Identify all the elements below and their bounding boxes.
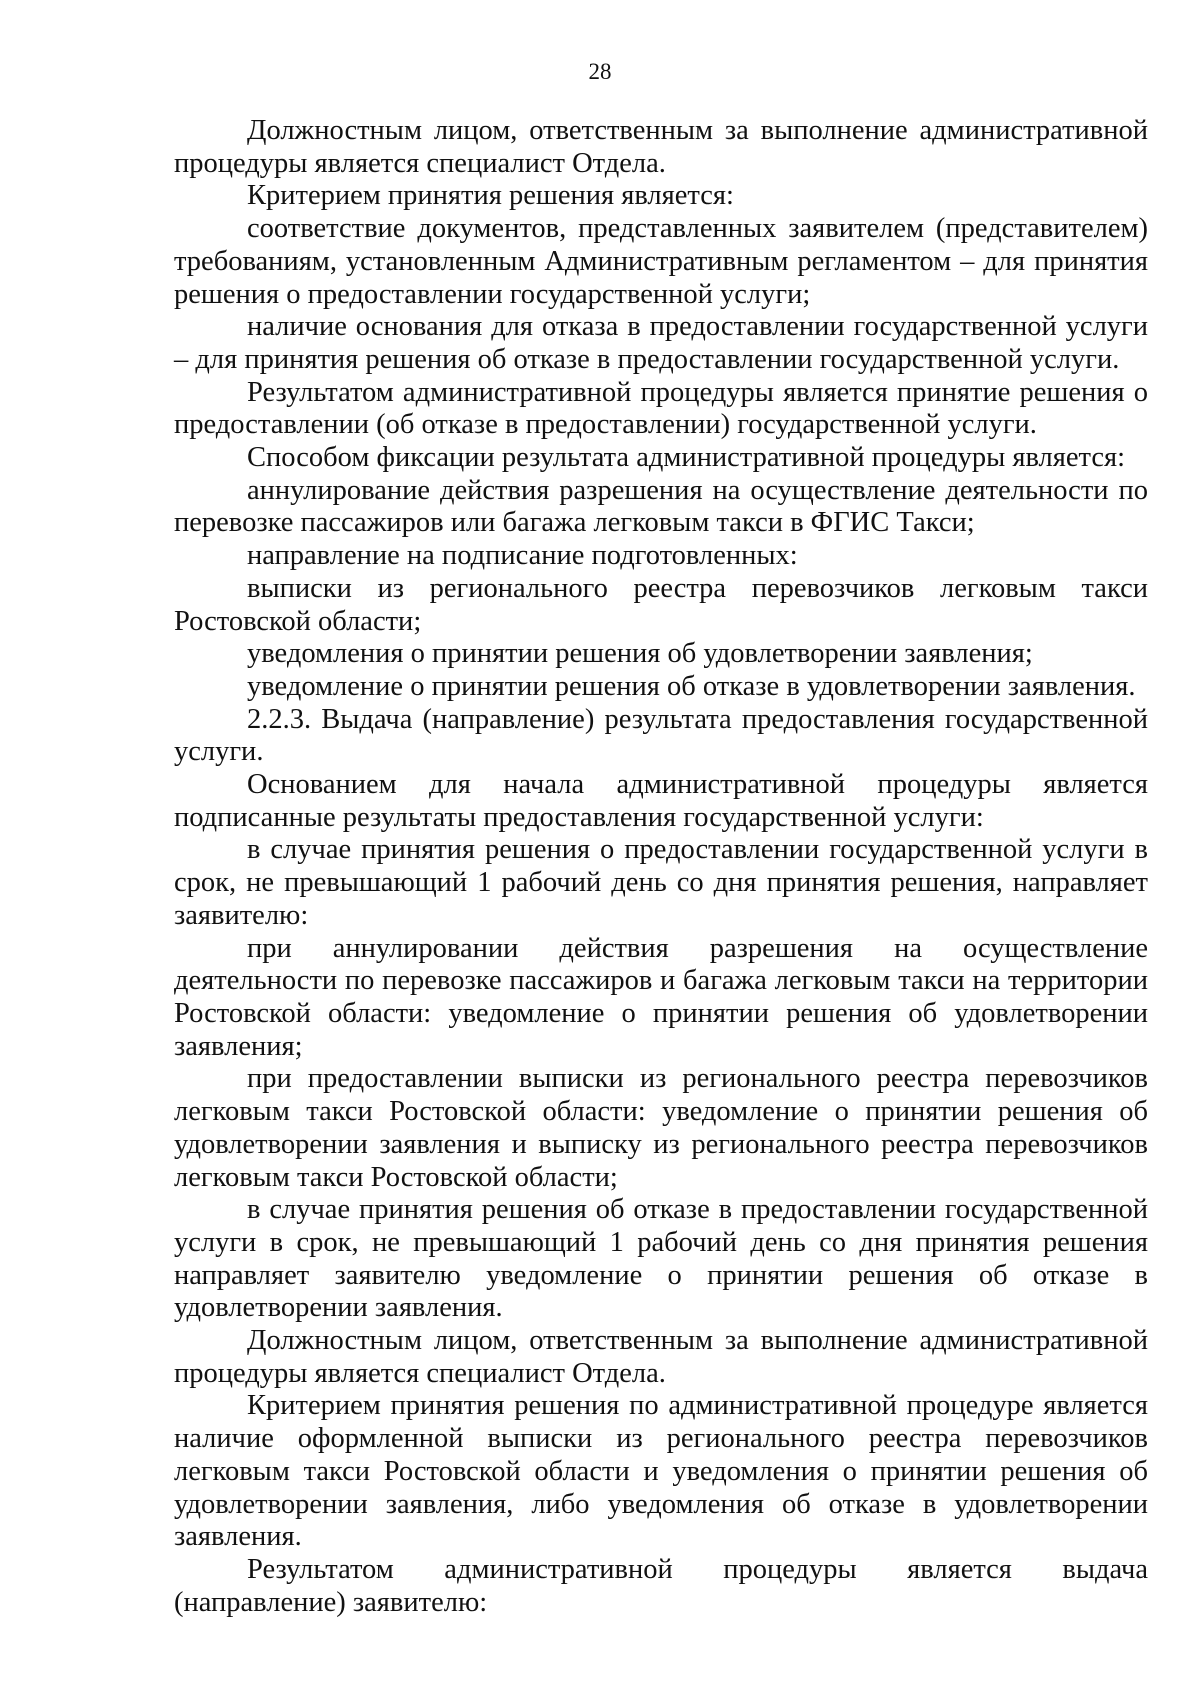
paragraph: Способом фиксации результата административной процедуры является:: [247, 442, 1126, 474]
paragraph: наличие основания для отказа в предоставлении государственной услуги – для принятия решения об отказе в предоставлении государственной услуги.: [174, 311, 1148, 375]
paragraph: Критерием принятия решения по административной процедуре является наличие оформленной выписки из регионального реестра перевозчиков легковым такси Ростовской области и уведомления о принятии решения об удовлетворении заявления, либо уведомления об отказе в удовлетворении заявления.: [174, 1390, 1148, 1553]
paragraph: Должностным лицом, ответственным за выполнение административной процедуры является специалист Отдела.: [174, 1325, 1148, 1389]
paragraph: при предоставлении выписки из регионального реестра перевозчиков легковым такси Ростовской области: уведомление о принятии решения об удовлетворении заявления и выписку из регионального реестра перевозчиков легковым такси Ростовской области;: [174, 1063, 1148, 1193]
paragraph: в случае принятия решения об отказе в предоставлении государственной услуги в срок, не превышающий 1 рабочий день со дня принятия решения направляет заявителю уведомление о принятии решения об отказе в удовлетворении заявления.: [174, 1194, 1148, 1324]
page-number: 28: [588, 59, 612, 84]
paragraph: Результатом административной процедуры является принятие решения о предоставлении (об отказе в предоставлении) государственной услуги.: [174, 376, 1148, 441]
paragraph: Основанием для начала административной процедуры является подписанные результаты предоставления государственной услуги:: [174, 769, 1148, 833]
paragraph: Должностным лицом, ответственным за выполнение административной процедуры является специалист Отдела.: [174, 115, 1148, 179]
paragraph: при аннулировании действия разрешения на осуществление деятельности по перевозке пассажиров и багажа легковым такси на территории Ростовской области: уведомление о принятии решения об удовлетворении заявления;: [174, 932, 1148, 1062]
paragraph: Критерием принятия решения является:: [247, 180, 734, 212]
paragraph: Результатом административной процедуры является выдача (направление) заявителю:: [174, 1553, 1148, 1618]
paragraph: соответствие документов, представленных заявителем (представителем) требованиям, установленным Административным регламентом – для принятия решения о предоставлении государственной услуги;: [174, 213, 1148, 310]
paragraph: аннулирование действия разрешения на осуществление деятельности по перевозке пассажиров или багажа легковым такси в ФГИС Такси;: [174, 474, 1148, 539]
paragraph: в случае принятия решения о предоставлении государственной услуги в срок, не превышающий 1 рабочий день со дня принятия решения, направляет заявителю:: [174, 834, 1148, 931]
section-heading: 2.2.3. Выдача (направление) результата предоставления государственной услуги.: [174, 703, 1148, 768]
paragraph: уведомления о принятии решения об удовлетворении заявления;: [247, 638, 1033, 670]
paragraph: направление на подписание подготовленных:: [247, 540, 798, 572]
paragraph: выписки из регионального реестра перевозчиков легковым такси Ростовской области;: [174, 572, 1148, 637]
paragraph: уведомление о принятии решения об отказе в удовлетворении заявления.: [247, 670, 1136, 702]
document-body: [174, 115, 1148, 1619]
